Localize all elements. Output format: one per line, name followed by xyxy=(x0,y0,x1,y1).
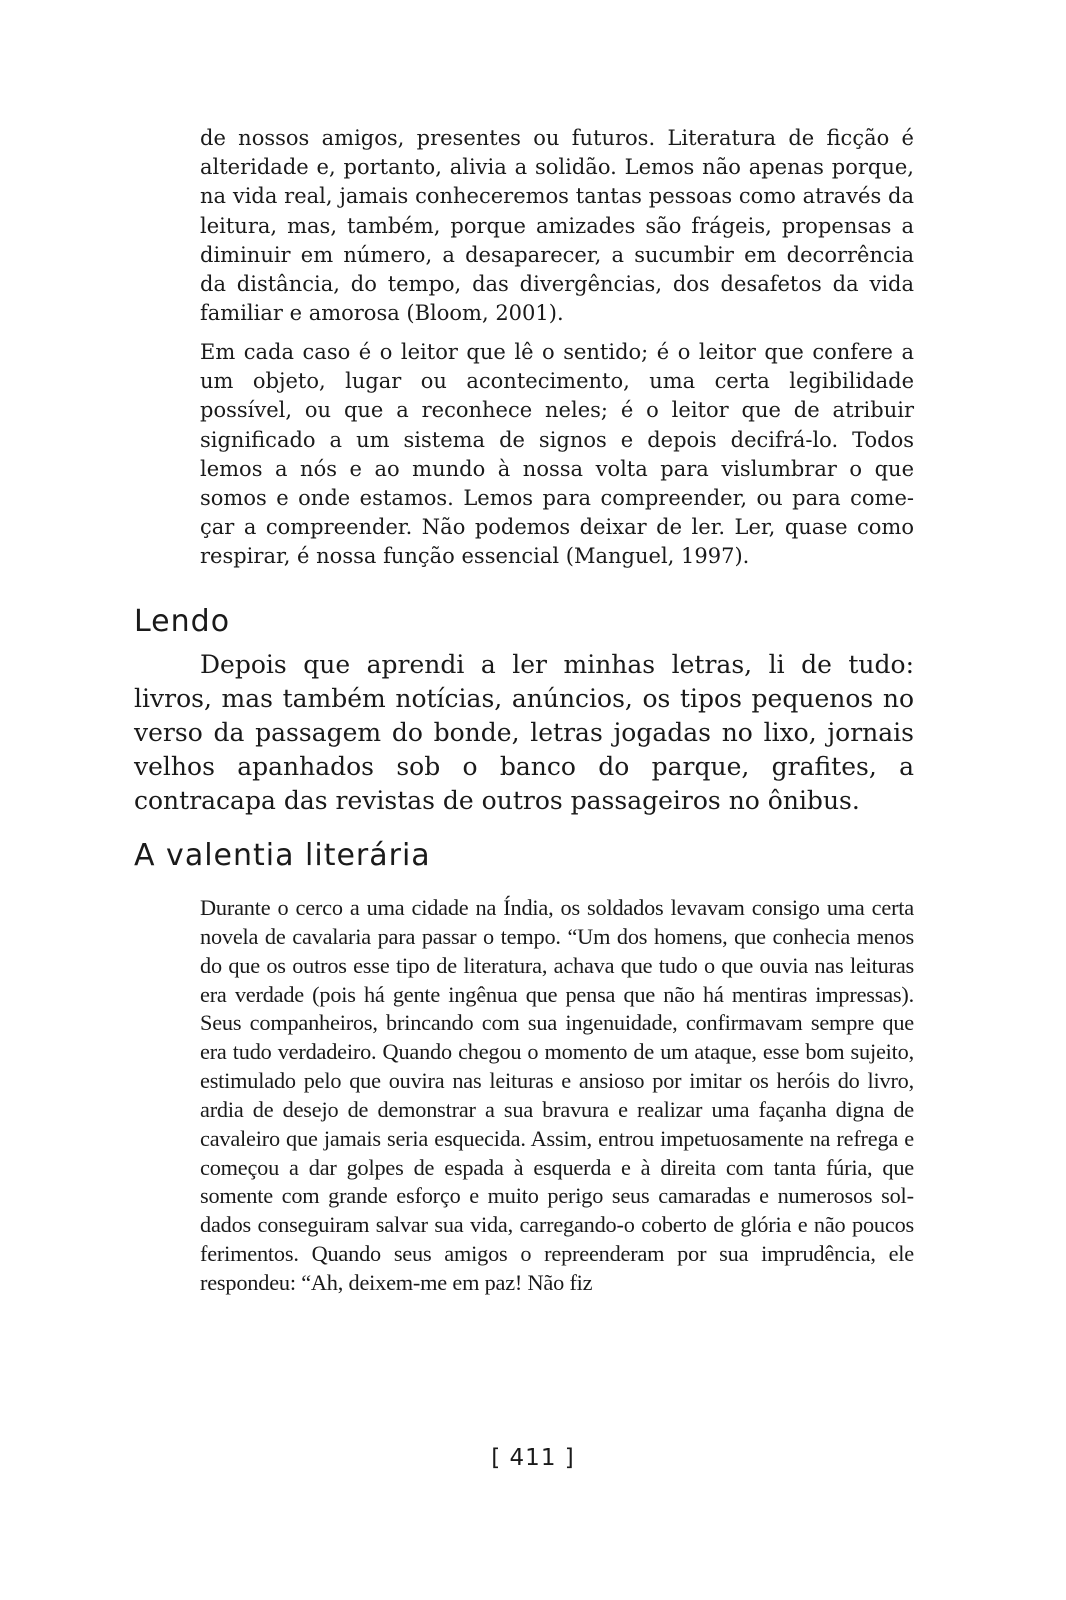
page-number: [ 411 ] xyxy=(491,1445,575,1471)
quote-valor: Durante o cerco a uma cidade na Índia, os soldados levavam consigo uma certa novela de cavalaria para passar o tempo. “Um dos homens, que conhecia menos do que os outros esse tipo de literatura, achava que tudo o que ouvia nas leituras era verdade (pois há gente ingênua que pensa que não há mentiras impressas). Seus companheiros, brincando com sua ingenuidade, confirmavam sempre que era tudo verdadeiro. Quando chegou o momento de um ataque, esse bom sujeito, estimulado pelo que ouvira nas leituras e ansioso por imitar os heróis do livro, ardia de desejo de demonstrar a sua bravura e realizar uma façanha digna de cavaleiro que jamais seria esquecida. Assim, entrou impetuosamente na refrega e começou a dar golpes de espada à esquerda e à direita com tanta fúria, que somente com grande esforço e muito perigo seus camaradas e numerosos soldados conseguiram salvar sua vida, carregando-o coberto de glória e não poucos ferimentos. Quando seus amigos o repreenderam por sua imprudência, ele respondeu: “Ah, deixem-me em paz! Não fiz xyxy=(200,895,914,1295)
quote-reader: Em cada caso é o leitor que lê o sentido; é o leitor que confere a um objeto, lugar ou acontecimento, uma certa legibilidade possível, ou que a reconhece neles; é o leitor que de atribuir significado a um sistema de signos e depois decifrá-lo. Todos lemos a nós e ao mundo à nossa volta para vislumbrar o que somos e onde estamos. Lemos para compreender, ou para começar a compreender. Não podemos deixar de ler. Ler, quase como respirar, é nossa função essencial (Manguel, 1997). xyxy=(200,340,914,569)
section-heading-reading: Lendo xyxy=(134,604,231,639)
section-heading-valor: A valentia literária xyxy=(134,838,431,873)
paragraph-reading: Depois que aprendi a ler minhas letras, li de tudo: livros, mas também notícias, anúncios, os tipos pequenos no verso da passagem do bonde, letras jogadas no lixo, jornais velhos apanhados sob o banco do parque, grafites, a contracapa das revistas de outros passageiros no ônibus. xyxy=(134,650,914,815)
quote-friendship: de nossos amigos, presentes ou futuros. Literatura de ficção é alteridade e, portanto, alivia a solidão. Lemos não apenas porque, na vida real, jamais conheceremos tantas pessoas como através da leitura, mas, também, porque amizades são frágeis, propensas a diminuir em número, a desaparecer, a sucumbir em decorrência da distância, do tempo, das divergências, dos desafetos da vida familiar e amorosa (Bloom, 2001). xyxy=(200,126,914,326)
